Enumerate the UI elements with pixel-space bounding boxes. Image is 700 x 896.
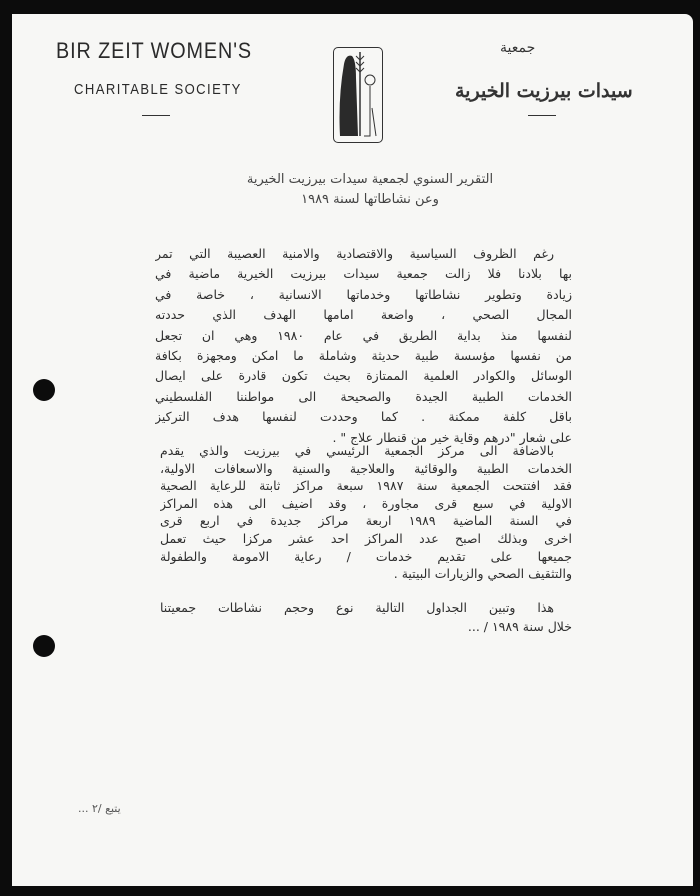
divider [142, 115, 170, 116]
letterhead-arabic-line1: جمعية [500, 40, 536, 56]
paragraph-line: خلال سنة ١٩٨٩ / ... [467, 619, 572, 634]
paragraph-line: والتثقيف الصحي والزيارات البيتية . [393, 566, 572, 582]
paragraph-line: زيادة وتطوير نشاطاتها وخدماتها الانسانية ، خاصة في [155, 286, 572, 302]
paragraph-line: الخدمات الطبية والوقائية والعلاجية والسنية والاسعافات الاولية، [160, 460, 572, 476]
paragraph-line: بها بلادنا فلا زالت جمعية سيدات بيرزيت الخيرية ماضية في [155, 266, 572, 282]
paragraph-line: جميعها على تقديم خدمات / رعاية الامومة والطفولة [160, 548, 572, 564]
paragraph-line: لنفسها منذ بداية الطريق في عام ١٩٨٠ وهي ان تجعل [155, 327, 572, 343]
paragraph-line: رغم الظروف السياسية والاقتصادية والامنية العصيبة التي تمر [155, 246, 554, 261]
society-logo-icon [333, 47, 383, 143]
report-title: التقرير السنوي لجمعية سيدات بيرزيت الخيرية [246, 172, 494, 187]
divider [528, 115, 556, 116]
letterhead-english-line2: CHARITABLE SOCIETY [74, 82, 242, 98]
punch-hole [33, 635, 55, 657]
paragraph-line: بالاضافة الى مركز الجمعية الرئيسي في بيرزيت والذي يقدم [160, 443, 554, 458]
report-subtitle: وعن نشاطاتها لسنة ١٩٨٩ [301, 192, 439, 207]
paragraph-line: الوسائل والكوادر العلمية الممتازة بحيث تكون قادرة على ايصال [155, 368, 572, 384]
paragraph-line: من نفسها مؤسسة طبية حديثة وشاملة ما امكن ومجهزة بكافة [155, 348, 572, 363]
paragraph-line: فقد افتتحت الجمعية سنة ١٩٨٧ سبعة مراكز ثابتة للرعاية الصحية [160, 478, 572, 494]
paragraph-line: باقل كلفة ممكنة . كما وحددت لنفسها هدف التركيز [155, 409, 572, 425]
letterhead-english-line1: BIR ZEIT WOMEN'S [56, 38, 253, 63]
letterhead-arabic-line2: سيدات بيرزيت الخيرية [455, 80, 633, 102]
paragraph-line: اخرى وبذلك اصبح عدد المراكز احد عشر مركزا حيث تعمل [160, 531, 572, 546]
paragraph-line: الاولية في سبع قرى مجاورة ، وقد اضيف الى هذه المراكز [160, 495, 572, 511]
paragraph-line: هذا وتبين الجداول التالية نوع وحجم نشاطات جمعيتنا [160, 600, 554, 615]
paragraph-line: في السنة الماضية ١٩٨٩ اربعة مراكز جديدة في اربع قرى [160, 513, 572, 529]
punch-hole [33, 379, 55, 401]
continued-note: يتبع /٢ ... [78, 802, 121, 815]
paragraph-line: على شعار "درهم وقاية خير من قنطار علاج " . [332, 429, 572, 445]
paragraph-line: المجال الصحي ، واضعة امامها الهدف الذي حددته [155, 307, 572, 323]
paragraph-line: الخدمات الطبية الجيدة والصحيحة الى مواطننا الفلسطيني [155, 388, 572, 404]
